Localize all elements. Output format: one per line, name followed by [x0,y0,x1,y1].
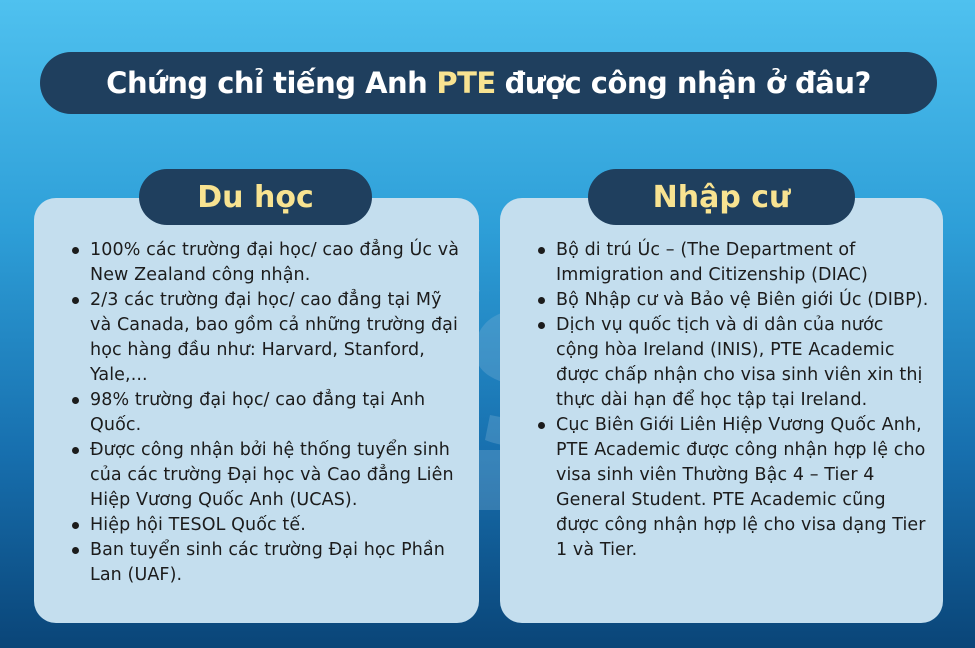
title-text-after: được công nhận ở đâu? [504,66,871,100]
immigration-list [536,238,932,563]
list-item: 2/3 các trường đại học/ cao đẳng tại Mỹ và Canada, bao gồm cả những trường đại học hàng đầu như: Harvard, Stanford, Yale,... [70,288,462,388]
title-text-before: Chứng chỉ tiếng Anh [106,66,428,100]
list-item: Dịch vụ quốc tịch và di dân của nước cộng hòa Ireland (INIS), PTE Academic được chấp nhận cho visa sinh viên xin thị thực dài hạn để học tập tại Ireland. [536,313,932,413]
list-item: Cục Biên Giới Liên Hiệp Vương Quốc Anh, PTE Academic được công nhận hợp lệ cho visa sinh viên Thường Bậc 4 – Tier 4 General Student. PTE Academic cũng được công nhận hợp lệ cho visa dạng Tier 1 và Tier. [536,413,932,563]
title-highlight: PTE [436,66,496,100]
study-abroad-header: Du học [139,169,372,225]
immigration-header: Nhập cư [588,169,855,225]
list-item: Hiệp hội TESOL Quốc tế. [70,513,462,538]
list-item: 100% các trường đại học/ cao đẳng Úc và New Zealand công nhận. [70,238,462,288]
list-item: Ban tuyển sinh các trường Đại học Phần Lan (UAF). [70,538,462,588]
list-item: Bộ Nhập cư và Bảo vệ Biên giới Úc (DIBP). [536,288,932,313]
list-item: 98% trường đại học/ cao đẳng tại Anh Quốc. [70,388,462,438]
list-item: Được công nhận bởi hệ thống tuyển sinh của các trường Đại học và Cao đẳng Liên Hiệp Vương Quốc Anh (UCAS). [70,438,462,513]
page-title [40,52,937,114]
study-abroad-list [70,238,462,588]
list-item: Bộ di trú Úc – (The Department of Immigration and Citizenship (DIAC) [536,238,932,288]
